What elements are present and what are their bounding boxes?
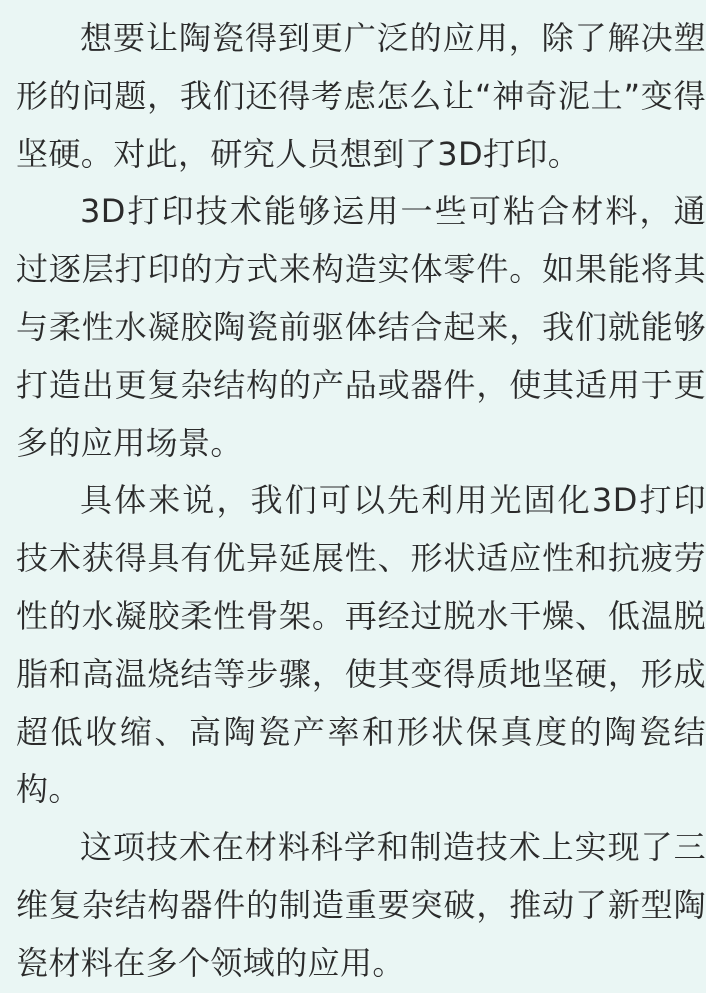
paragraph-3: 具体来说，我们可以先利用光固化3D打印技术获得具有优异延展性、形状适应性和抗疲劳性的水凝胶柔性骨架。再经过脱水干燥、低温脱脂和高温烧结等步骤，使其变得质地坚硬，形成超低收缩、高陶瓷产率和形状保真度的陶瓷结构。 (16, 481, 706, 809)
paragraph-4: 这项技术在材料科学和制造技术上实现了三维复杂结构器件的制造重要突破，推动了新型陶瓷材料在多个领域的应用。 (16, 828, 706, 982)
paragraph-2: 3D打印技术能够运用一些可粘合材料，通过逐层打印的方式来构造实体零件。如果能将其与柔性水凝胶陶瓷前驱体结合起来，我们就能够打造出更复杂结构的产品或器件，使其适用于更多的应用场景。 (16, 192, 706, 462)
paragraph-1: 想要让陶瓷得到更广泛的应用，除了解决塑形的问题，我们还得考虑怎么让“神奇泥土”变得坚硬。对此，研究人员想到了3D打印。 (16, 19, 706, 173)
